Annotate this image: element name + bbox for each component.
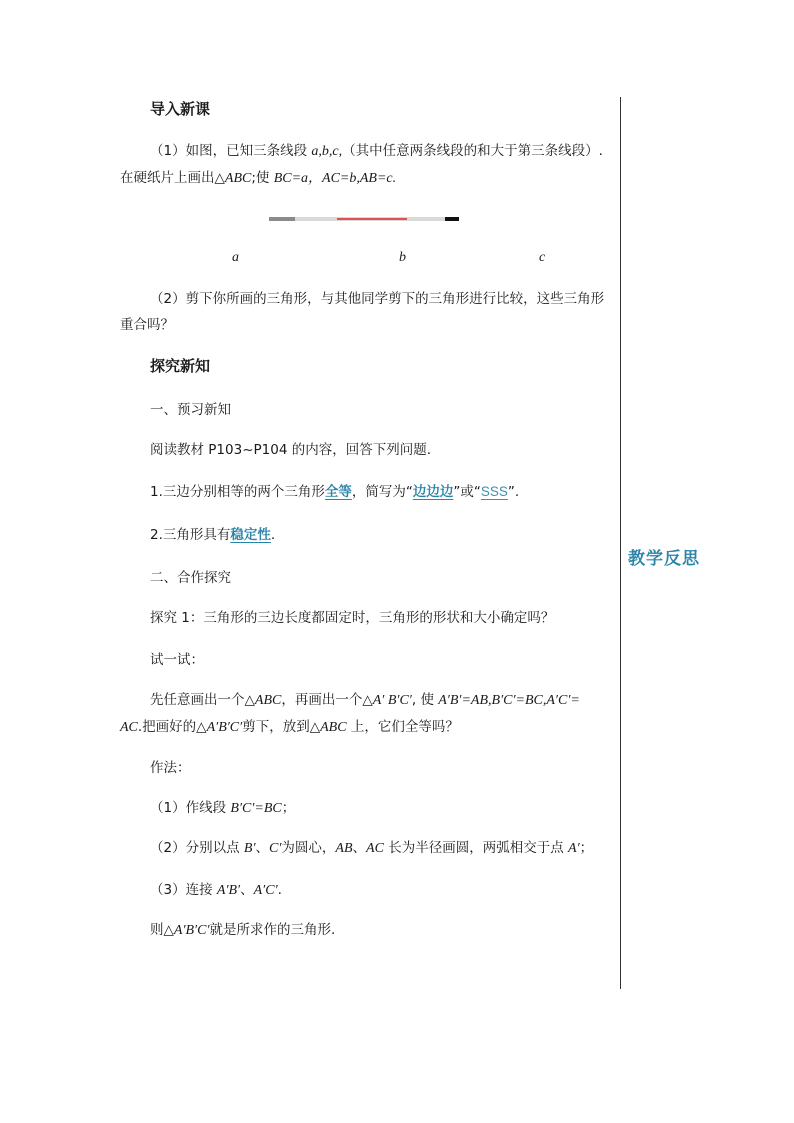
item1-or: ”或“ xyxy=(453,484,481,500)
q1-condition: （其中任意两条线段的和大于第三条线段）. xyxy=(342,143,603,159)
intro-q2-line2: 重合吗？ xyxy=(120,317,174,333)
step2-text-e: 为圆心， xyxy=(281,840,336,856)
label-b: b xyxy=(399,250,406,265)
q1-draw-text: 在硬纸片上画出△ xyxy=(120,170,225,186)
try-text-6: 上，它们全等吗？ xyxy=(346,719,459,735)
conclusion-triangle: A′B′C′ xyxy=(173,923,210,938)
step2-c-prime: C′ xyxy=(269,841,282,856)
item1-text: 1.三边分别相等的两个三角形 xyxy=(150,484,325,500)
segment-b xyxy=(337,218,407,220)
step1-text: （1）作线段 xyxy=(150,800,231,816)
step3-ab-prime: A′B′ xyxy=(216,883,241,898)
try-ac: AC xyxy=(120,720,138,735)
try-equalities: A′B′=AB,B′C′=BC,A′C′= xyxy=(438,693,580,708)
step2-end: ； xyxy=(579,840,594,856)
step-3 xyxy=(150,880,282,901)
item-2 xyxy=(150,525,275,545)
q1-equations: BC=a，AC=b,AB=c. xyxy=(273,171,397,186)
try-line-2 xyxy=(120,717,459,738)
try-text-3: , 使 xyxy=(411,692,439,708)
step2-b-prime: B′ xyxy=(243,841,256,856)
intro-heading: 导入新课 xyxy=(150,100,211,118)
step2-ab: AB xyxy=(335,841,353,856)
conclusion-text-c: 就是所求作的三角形. xyxy=(209,922,336,938)
intro-q1-line2 xyxy=(120,168,396,189)
answer-sss-chinese: 边边边 xyxy=(412,484,454,500)
step3-end: . xyxy=(277,882,282,898)
step-2 xyxy=(150,838,593,859)
step-1 xyxy=(150,798,295,819)
try-text-2: ，再画出一个△ xyxy=(281,692,373,708)
try-text-5: 剪下，放到△ xyxy=(242,719,321,735)
try-label: 试一试： xyxy=(150,652,204,668)
step2-text-a: （2）分别以点 xyxy=(150,840,244,856)
try-abc-prime: A′ B′C′ xyxy=(372,693,412,708)
step3-ac-prime: A′C′ xyxy=(253,883,278,898)
step2-sep-2: 、 xyxy=(352,840,367,856)
try-abc: ABC xyxy=(254,693,282,708)
try-line-1 xyxy=(150,690,580,711)
column-divider xyxy=(620,97,621,989)
step3-text: （3）连接 xyxy=(150,882,217,898)
item1-end: ”. xyxy=(507,484,520,500)
item-1 xyxy=(150,482,519,502)
item2-text: 2.三角形具有 xyxy=(150,527,231,543)
q1-use-text: ;使 xyxy=(251,170,274,186)
method-label: 作法： xyxy=(150,760,191,776)
try-text-4: .把画好的△ xyxy=(137,719,207,735)
item1-mid: ，简写为“ xyxy=(351,484,413,500)
item2-end: . xyxy=(270,527,276,543)
label-c: c xyxy=(539,250,546,265)
explore-heading: 探究新知 xyxy=(150,357,211,375)
segment-c xyxy=(445,217,459,221)
step2-sep-1: 、 xyxy=(255,840,270,856)
q1-text: （1）如图，已知三条线段 xyxy=(150,143,312,159)
reading-instruction: 阅读教材 P103~P104 的内容，回答下列问题. xyxy=(150,442,432,458)
preview-title: 一、预习新知 xyxy=(150,402,231,418)
segment-a xyxy=(269,217,295,221)
conclusion-text-a: 则△ xyxy=(150,922,174,938)
q1-segments: a,b,c, xyxy=(311,144,343,159)
try-abc-2: ABC xyxy=(320,720,347,735)
step1-end: ； xyxy=(281,800,296,816)
conclusion xyxy=(150,920,335,941)
answer-congruent: 全等 xyxy=(324,484,352,500)
step2-a-prime: A′ xyxy=(568,841,580,856)
answer-stability: 稳定性 xyxy=(230,527,271,543)
label-a: a xyxy=(232,250,239,265)
step3-sep: 、 xyxy=(240,882,254,898)
intro-q1-line1 xyxy=(150,141,603,162)
answer-sss: SSS xyxy=(480,484,508,499)
segments-figure xyxy=(265,212,465,226)
step2-text-i: 长为半径画圆，两弧相交于点 xyxy=(383,840,569,856)
teaching-reflection-label: 教学反思 xyxy=(628,549,700,569)
try-abc-prime-2: A′B′C′ xyxy=(206,720,243,735)
triangle-abc: ABC xyxy=(224,171,252,186)
intro-q2-line1: （2）剪下你所画的三角形，与其他同学剪下的三角形进行比较，这些三角形 xyxy=(150,291,605,307)
coop-title: 二、合作探究 xyxy=(150,570,231,586)
step1-math: B′C′=BC xyxy=(230,801,282,816)
step2-ac: AC xyxy=(366,841,384,856)
explore-1-question: 探究 1：三角形的三边长度都固定时，三角形的形状和大小确定吗？ xyxy=(150,610,555,626)
try-text-1: 先任意画出一个△ xyxy=(150,692,255,708)
